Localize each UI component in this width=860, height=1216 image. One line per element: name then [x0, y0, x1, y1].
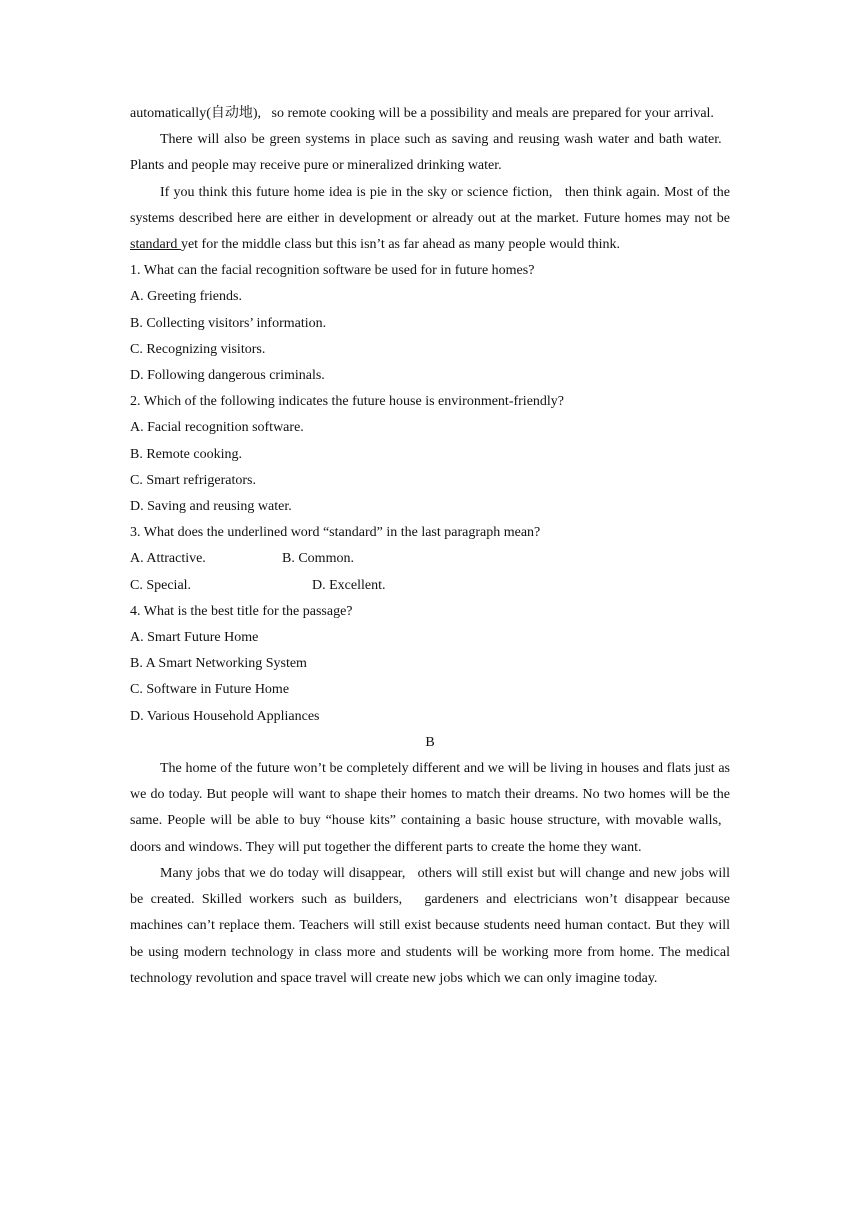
q3-option-a: A. Attractive. [130, 551, 206, 567]
q2-option-c: C. Smart refrigerators. [130, 472, 256, 488]
q2-option-b: B. Remote cooking. [130, 446, 242, 462]
paragraph-jobs: Many jobs that we do today will disappear, others will still exist but will change and new jobs will be created. Skilled workers such as builders, gardeners and electricians won’t disappear because machines can’t replace them. Teachers will still exist because students need human contact. But they will be using modern technology in class more and students will be working more from home. The medical technology revolution and space travel will create new jobs which we can only imagine today. [130, 865, 730, 986]
q1-option-d: D. Following dangerous criminals. [130, 368, 325, 384]
q3-options-row-1 [130, 546, 730, 572]
q2-option-d: D. Saving and reusing water. [130, 499, 292, 515]
paragraph-home-of-future: The home of the future won’t be completely different and we will be living in houses and flats just as we do today. But people will want to shape their homes to match their dreams. No two homes will be the same. People will be able to buy “house kits” containing a basic house structure, with movable walls, doors and windows. They will put together the different parts to create the home they want. [130, 761, 730, 855]
q3-option-c: C. Special. [130, 577, 192, 593]
q1-option-a: A. Greeting friends. [130, 289, 242, 305]
q1-option-b: B. Collecting visitors’ information. [130, 315, 327, 331]
paragraph-future-home [130, 180, 730, 259]
paragraph-green-systems: There will also be green systems in place such as saving and reusing wash water and bath water. Plants and people may receive pure or mineralized drinking water. [130, 132, 730, 174]
q4-option-d: D. Various Household Appliances [130, 708, 320, 724]
q4-option-c: C. Software in Future Home [130, 682, 290, 698]
q1-option-c: C. Recognizing visitors. [130, 341, 266, 357]
paragraph-text-after: yet for the middle class but this isn’t as far ahead as many people would think. [180, 237, 621, 253]
q3-option-d: D. Excellent. [312, 577, 386, 593]
question-4: 4. What is the best title for the passage? [130, 603, 353, 619]
q2-option-a: A. Facial recognition software. [130, 420, 304, 436]
question-3: 3. What does the underlined word “standard” in the last paragraph mean? [130, 525, 541, 541]
paragraph-text-before: If you think this future home idea is pie in the sky or science fiction, then think again. Most of the systems described here are either in development or already out at the market. Future homes may not be [130, 184, 730, 226]
q3-option-b: B. Common. [282, 551, 354, 567]
section-heading-b: B [425, 734, 435, 750]
question-1: 1. What can the facial recognition software be used for in future homes? [130, 263, 535, 279]
question-2: 2. Which of the following indicates the future house is environment-friendly? [130, 394, 565, 410]
document-content [130, 101, 730, 992]
underlined-word-standard: standard [130, 237, 181, 253]
q4-option-a: A. Smart Future Home [130, 630, 259, 646]
q4-option-b: B. A Smart Networking System [130, 656, 307, 672]
q3-options-row-2 [130, 573, 730, 599]
paragraph-continuation: automatically(自动地), so remote cooking will be a possibility and meals are prepared for your arrival. [130, 106, 714, 121]
